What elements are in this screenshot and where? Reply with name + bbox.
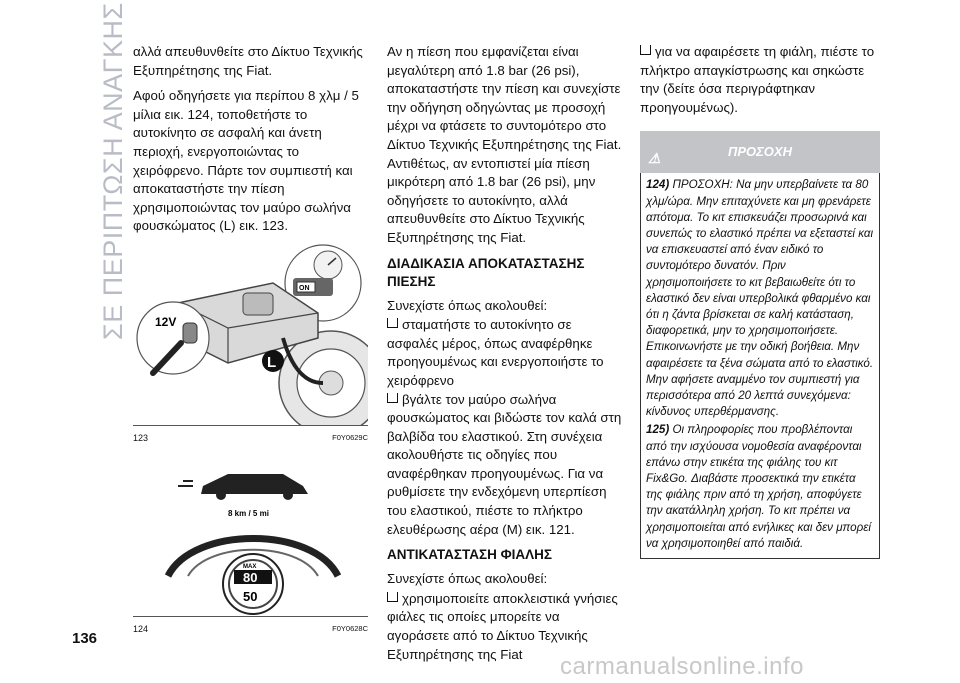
l-label: L — [267, 353, 277, 371]
warning-text: ΠΡΟΣΟΧΗ: Να μην υπερβαίνετε τα 80 χλμ/ώρα. Μην επιταχύνετε και μη φρενάρετε απότομα. Το κιτ επισκευάζει προσωρινά και συνεπώς το ελαστικό πρέπει να εξεταστεί και να επισκευαστεί από έναν ειδικό το συντομότερο δυνατόν. Πριν χρησιμοποιήσετε το κιτ βεβαιωθείτε ότι το ελαστικό δεν είναι υπερβολικά φθαρμένο και ότι η ζάντα βρίσκεται σε καλή κατάσταση, διαφορετικά, μην το χρησιμοποιήσετε. Επικοινωνήστε με την οδική βοήθεια. Μην αφαιρέσετε τα ξένα σώματα από το ελαστικό. Μην αφήσετε αναμμένο τον συμπιεστή για περισσότερα από 20 λεπτά συνεχόμενα: κίνδυνος υπερθέρμανσης. — [646, 178, 874, 419]
warning-item — [646, 177, 874, 420]
warning-text: Οι πληροφορίες που προβλέπονται από την ισχύουσα νομοθεσία αναφέρονται επάνω στην ετικέτα της φιάλης του κιτ Fix&Go. Διαβάστε προσεκτικά την ετικέτα της φιάλης πριν από τη χρήση, αποφύγετε την ακατάλληλη χρήση. Το κιτ πρέπει να χρησιμοποιείται από ενήλικες και δεν μπορεί να χρησιμοποιηθεί από παιδιά. — [646, 423, 871, 550]
column-1 — [133, 43, 368, 638]
compressor-illustration — [133, 243, 368, 425]
figure-code: F0Y0628C — [332, 623, 368, 633]
distance-label: 8 km / 5 mi — [228, 508, 269, 518]
column-3 — [640, 43, 880, 559]
figure-123 — [133, 243, 368, 426]
sign-bottom-speed: 50 — [243, 588, 258, 604]
warning-number: 124) — [646, 178, 670, 192]
warning-number: 125) — [646, 423, 670, 437]
bullet-icon — [387, 318, 398, 328]
bullet-icon — [387, 393, 398, 403]
speed-limit-illustration — [133, 456, 368, 616]
bullet-text: χρησιμοποιείτε αποκλειστικά γνήσιες φιάλες τις οποίες μπορείτε να αγοράσετε από το Δίκτυο Τεχνικής Εξυπηρέτησης της Fiat — [387, 590, 618, 662]
sign-max: MAX — [243, 563, 257, 570]
bullet-icon — [640, 45, 651, 55]
paragraph: Συνεχίστε όπως ακολουθεί: — [387, 571, 548, 587]
sign-top-speed: 80 — [243, 569, 258, 585]
figure-124 — [133, 456, 368, 617]
on-label: ON — [299, 284, 310, 292]
figure-caption — [133, 429, 368, 448]
column-2 — [387, 43, 622, 664]
section-side-title — [72, 2, 128, 340]
figure-number: 123 — [133, 432, 149, 443]
warning-body — [640, 173, 880, 559]
bullet-text: για να αφαιρέσετε τη φιάλη, πιέστε το πλήκτρο απαγκίστρωσης και σηκώστε την (δείτε όσα περιγράφτηκαν προηγουμένως). — [640, 44, 875, 115]
12v-label: 12V — [155, 314, 177, 329]
page-number: 136 — [72, 630, 98, 647]
warning-title: ΠΡΟΣΟΧΗ — [728, 144, 792, 160]
paragraph: αλλά απευθυνθείτε στο Δίκτυο Τεχνικής Εξυπηρέτησης της Fiat. — [133, 44, 363, 78]
bullet-item — [387, 316, 622, 390]
warning-item — [646, 422, 874, 552]
paragraph: Αφού οδηγήσετε για περίπου 8 χλμ / 5 μίλια εικ. 124, τοποθετήστε το αυτοκίνητο σε ασφαλή και άνετη περιοχή, ενεργοποιώντας το χειρόφρενο. Πάρτε τον συμπιεστή και αποκαταστήστε την πίεση χρησιμοποιώντας τον μαύρο σωλήνα φουσκώματος (L) εικ. 123. — [133, 88, 359, 234]
warning-box — [640, 131, 880, 559]
bullet-item — [640, 43, 880, 117]
side-title-text: ΣΕ ΠΕΡΙΠΤΩΣΗ ΑΝΑΓΚΗΣ — [98, 2, 128, 340]
watermark: carmanualsonline.info — [560, 653, 804, 680]
bullet-text: βγάλτε τον μαύρο σωλήνα φουσκώματος και βιδώστε τον καλά στη βαλβίδα του ελαστικού. Στη συνέχεια ακολουθήστε τις οδηγίες που αναφέρθηκαν προηγουμένως. Για να ρυθμίσετε την ενδεχόμενη υπερπίεση του ελαστικού, πιέστε το πλήκτρο ελευθέρωσης αέρα (M) εικ. 121. — [387, 391, 622, 537]
figure-caption — [133, 620, 368, 639]
section-heading: ΑΝΤΙΚΑΤΑΣΤΑΣΗ ΦΙΑΛΗΣ — [387, 547, 552, 563]
figure-number: 124 — [133, 623, 149, 634]
bullet-icon — [387, 592, 398, 602]
section-heading: ΔΙΑΔΙΚΑΣΙΑ ΑΠΟΚΑΤΑΣΤΑΣΗΣ ΠΙΕΣΗΣ — [387, 255, 585, 289]
bullet-item — [387, 391, 622, 540]
paragraph: Συνεχίστε όπως ακολουθεί: — [387, 297, 548, 313]
warning-header — [640, 131, 880, 173]
paragraph: Αν η πίεση που εμφανίζεται είναι μεγαλύτερη από 1.8 bar (26 psi), αποκαταστήστε την πίεση και συνεχίστε την οδήγηση οδηγώντας με προσοχή μέχρι να φτάσετε το συντομότερο στο Δίκτυο Τεχνικής Εξυπηρέτησης της Fiat. Αντιθέτως, αν εντοπιστεί μία πίεση μικρότερη από 1.8 bar (26 psi), μην οδηγήσετε το αυτοκίνητο, αλλά απευθυνθείτε στο Δίκτυο Τεχνικής Εξυπηρέτησης της Fiat. — [387, 44, 622, 245]
figure-code: F0Y0629C — [332, 432, 368, 442]
warning-icon: ⚠ — [648, 150, 661, 167]
bullet-text: σταματήστε το αυτοκίνητο σε ασφαλές μέρος, όπως αναφέρθηκε προηγουμένως και ενεργοποιήστε το χειρόφρενο — [387, 317, 604, 388]
